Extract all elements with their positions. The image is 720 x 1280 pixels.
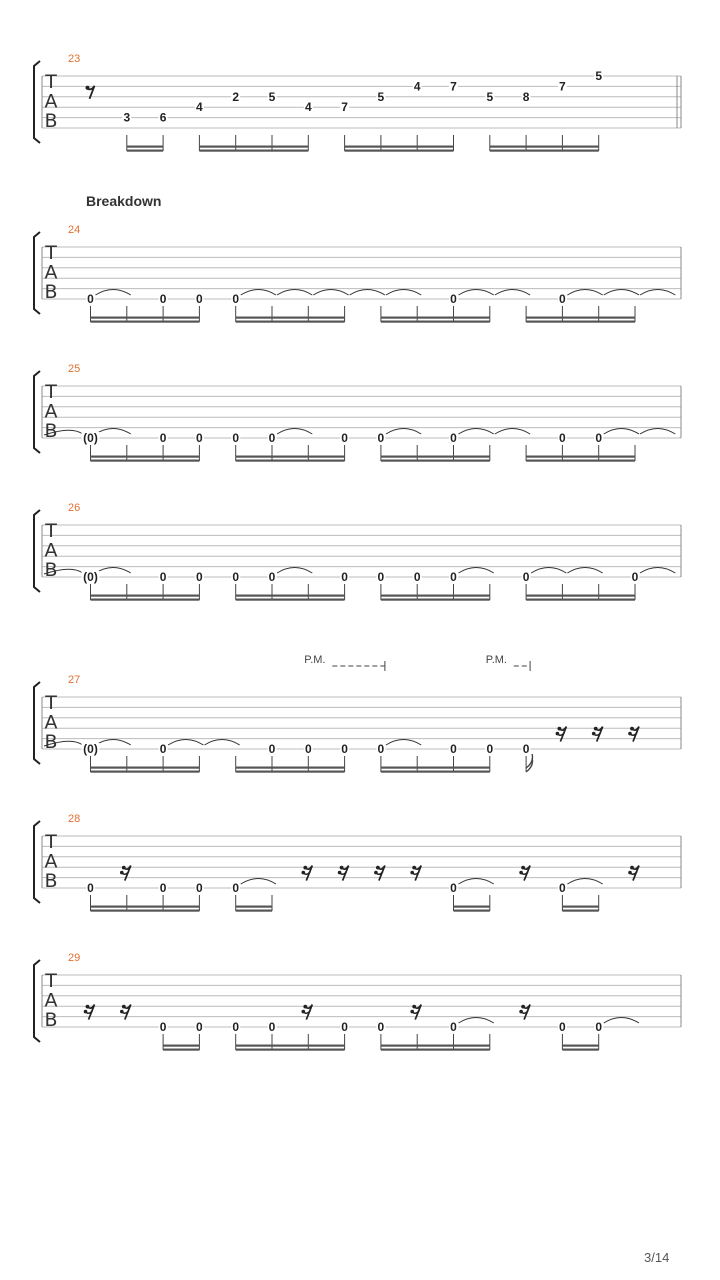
tab-clef-letter: B (44, 731, 58, 753)
sixteenth-rest-dot (630, 727, 634, 731)
tab-clef-letter: B (44, 281, 58, 303)
tab-clef-letter: B (44, 559, 58, 581)
system-brace (34, 61, 40, 143)
sixteenth-rest-dot (410, 1010, 414, 1014)
fret-number: 0 (377, 742, 385, 756)
sixteenth-rest-dot (120, 871, 124, 875)
sixteenth-rest-dot (338, 871, 342, 875)
system-brace (34, 960, 40, 1042)
beam-secondary (236, 460, 345, 462)
sixteenth-rest-dot (122, 1005, 126, 1009)
fret-number: 0 (595, 1020, 603, 1034)
beam-secondary (381, 1049, 490, 1051)
eighth-rest-dot (86, 86, 90, 90)
tab-clef-letter: T (45, 692, 57, 714)
fret-number: 0 (522, 570, 530, 584)
fret-number: 0 (159, 570, 167, 584)
tie-arc (96, 290, 131, 296)
fret-number: 5 (268, 89, 276, 104)
fret-number: 5 (595, 69, 603, 83)
tie-arc (350, 290, 385, 296)
measure-number: 27 (68, 674, 81, 686)
system-brace (34, 510, 40, 592)
fret-number: 4 (413, 79, 421, 94)
beam-primary (345, 146, 454, 148)
fret-number: 0 (377, 431, 385, 445)
beam-primary (562, 906, 598, 908)
measure-number: 23 (68, 53, 81, 65)
sixteenth-rest-dot (86, 1005, 90, 1009)
beam-secondary (236, 771, 345, 773)
palm-mute-label: P.M. (485, 654, 508, 666)
tie-arc (313, 290, 348, 296)
fret-number: 0 (450, 881, 457, 895)
tie-arc (459, 429, 494, 435)
fret-number: 0 (450, 292, 457, 306)
tie-arc (459, 290, 494, 296)
palm-mute-label: P.M. (304, 654, 326, 666)
fret-number: 0 (159, 431, 167, 445)
tie-arc (386, 740, 421, 746)
fret-number: 7 (450, 79, 457, 94)
tie-arc (604, 1018, 639, 1024)
beam-primary (381, 317, 490, 319)
beam-secondary (381, 460, 490, 462)
fret-number: 0 (559, 431, 566, 445)
beam-secondary (490, 150, 599, 152)
beam-primary (91, 595, 200, 597)
tie-arc (459, 568, 494, 574)
sixteenth-rest-dot (410, 871, 414, 875)
fret-number: 0 (450, 1020, 457, 1034)
tab-clef-letter: T (45, 831, 57, 853)
fret-number: 0 (159, 881, 167, 895)
fret-number: 5 (377, 89, 385, 104)
fret-number: 0 (268, 570, 276, 584)
tab-clef-letter: B (44, 870, 58, 892)
beam-secondary (236, 321, 345, 323)
sixteenth-rest-dot (519, 1010, 523, 1014)
tab-clef-letter: T (45, 242, 57, 264)
fret-number: 0 (377, 1020, 385, 1034)
tab-clef-letter: T (45, 71, 57, 93)
measure-number: 28 (68, 813, 81, 825)
beam-primary (91, 317, 200, 319)
tie-arc (96, 429, 131, 435)
tie-arc (531, 568, 566, 574)
fret-number: 0 (268, 742, 276, 756)
tie-arc (241, 879, 276, 885)
fret-number: 0 (268, 1020, 276, 1034)
sixteenth-rest-dot (628, 871, 632, 875)
fret-number: 3 (123, 110, 131, 125)
sixteenth-rest-dot (340, 866, 344, 870)
fret-number: 8 (522, 89, 530, 104)
sixteenth-rest-dot (519, 871, 523, 875)
sixteenth-rest-dot (592, 732, 596, 736)
measure-number: 29 (68, 952, 81, 964)
beam-primary (163, 1045, 199, 1047)
sixteenth-rest-dot (558, 727, 562, 731)
fret-number: 0 (159, 292, 167, 306)
sixteenth-rest-dot (303, 866, 307, 870)
tie-arc (204, 740, 239, 746)
fret-number: (0) (83, 742, 98, 756)
tab-clef-letter: B (44, 110, 58, 132)
tie-arc (168, 740, 203, 746)
tie-arc (604, 290, 639, 296)
fret-number: 0 (232, 1020, 240, 1034)
tie-arc (567, 290, 602, 296)
tie-arc (96, 568, 131, 574)
fret-number: 0 (341, 742, 348, 756)
beam-secondary (91, 771, 200, 773)
fret-number: 0 (196, 292, 203, 306)
fret-number: (0) (83, 431, 98, 445)
fret-number: 7 (341, 100, 348, 115)
fret-number: 0 (522, 742, 530, 756)
sixteenth-rest-dot (556, 732, 560, 736)
beam-secondary (236, 910, 272, 912)
measure-number: 25 (68, 363, 81, 375)
fret-number: 0 (413, 570, 421, 584)
beam-primary (91, 767, 200, 769)
fret-number: 0 (87, 881, 94, 895)
sixteenth-rest-dot (120, 1010, 124, 1014)
fret-number: 4 (196, 100, 203, 115)
beam-primary (562, 1045, 598, 1047)
sixteenth-rest-dot (412, 1005, 416, 1009)
fret-number: 0 (159, 742, 167, 756)
measure-number: 24 (68, 224, 81, 236)
fret-number: 0 (631, 570, 639, 584)
fret-number: 0 (268, 431, 276, 445)
tie-arc (459, 879, 494, 885)
fret-number: 0 (196, 570, 203, 584)
fret-number: 0 (559, 292, 566, 306)
beam-secondary (236, 599, 345, 601)
tie-arc (459, 1018, 494, 1024)
fret-number: 0 (196, 1020, 203, 1034)
beam-secondary (199, 150, 308, 152)
fret-number: 0 (304, 742, 312, 756)
beam-primary (236, 906, 272, 908)
sixteenth-rest-dot (630, 866, 634, 870)
beam-primary (91, 906, 200, 908)
beam-secondary (91, 460, 200, 462)
sixteenth-rest-dot (412, 866, 416, 870)
section-title: Breakdown (86, 193, 162, 209)
beam-secondary (381, 599, 490, 601)
beam-secondary (526, 460, 635, 462)
tie-arc (640, 290, 675, 296)
beam-secondary (236, 1049, 345, 1051)
fret-number: 0 (595, 431, 603, 445)
tab-clef-letter: A (44, 90, 58, 113)
tie-arc (277, 429, 312, 435)
tab-clef-letter: A (44, 711, 58, 734)
tie-arc (640, 429, 675, 435)
tab-clef-letter: A (44, 539, 58, 562)
fret-number: 0 (450, 570, 457, 584)
fret-number: 0 (377, 570, 385, 584)
sixteenth-rest-dot (374, 871, 378, 875)
fret-number: 2 (232, 89, 240, 104)
tie-arc (567, 879, 602, 885)
beam-secondary (526, 321, 635, 323)
tab-clef-letter: T (45, 520, 57, 542)
sixteenth-rest-dot (376, 866, 380, 870)
beam-secondary (562, 1049, 598, 1051)
beam-secondary (163, 1049, 199, 1051)
sixteenth-rest-dot (302, 871, 306, 875)
beam-secondary (381, 321, 490, 323)
fret-number: 7 (559, 79, 566, 94)
fret-number: 0 (196, 431, 203, 445)
beam-secondary (91, 321, 200, 323)
fret-number: 5 (486, 89, 494, 104)
beam-secondary (91, 910, 200, 912)
sixteenth-rest-dot (302, 1010, 306, 1014)
tab-clef-letter: B (44, 420, 58, 442)
measure-number: 26 (68, 502, 81, 514)
beam-primary (236, 767, 345, 769)
tab-clef-letter: A (44, 261, 58, 284)
beam-primary (526, 456, 635, 458)
tie-arc (241, 290, 276, 296)
beam-primary (236, 456, 345, 458)
tie-arc (277, 568, 312, 574)
fret-number: 0 (450, 431, 457, 445)
system-brace (34, 232, 40, 314)
tie-arc (277, 290, 312, 296)
tab-clef-letter: T (45, 381, 57, 403)
fret-number: 6 (159, 110, 167, 125)
beam-primary (199, 146, 308, 148)
fret-number: 0 (450, 742, 457, 756)
tie-arc (495, 290, 530, 296)
tab-clef-letter: A (44, 989, 58, 1012)
tie-arc (604, 429, 639, 435)
beam-primary (236, 317, 345, 319)
beam-primary (490, 146, 599, 148)
sixteenth-rest-dot (628, 732, 632, 736)
fret-number: 0 (341, 1020, 348, 1034)
sixteenth-rest-dot (122, 866, 126, 870)
beam-secondary (454, 910, 490, 912)
fret-number: 0 (232, 570, 240, 584)
system-brace (34, 821, 40, 903)
beam-primary (91, 456, 200, 458)
sixteenth-rest-dot (521, 1005, 525, 1009)
sixteenth-rest-dot (303, 1005, 307, 1009)
fret-number: 0 (159, 1020, 167, 1034)
fret-number: 0 (232, 292, 240, 306)
fret-number: 0 (486, 742, 494, 756)
fret-number: 0 (341, 570, 348, 584)
tab-clef-letter: A (44, 850, 58, 873)
tie-arc (640, 568, 675, 574)
tie-arc (567, 568, 602, 574)
beam-primary (381, 456, 490, 458)
beam-primary (236, 595, 345, 597)
beam-primary (127, 146, 163, 148)
beam-primary (526, 595, 635, 597)
sixteenth-rest-dot (594, 727, 598, 731)
beam-primary (381, 1045, 490, 1047)
system-brace (34, 371, 40, 453)
tie-arc (386, 290, 421, 296)
tie-arc (96, 740, 131, 746)
tie-arc (386, 429, 421, 435)
beam-secondary (381, 771, 490, 773)
sixteenth-rest-dot (84, 1010, 88, 1014)
fret-number: 4 (304, 100, 312, 115)
beam-secondary (345, 150, 454, 152)
tie-arc (495, 429, 530, 435)
beam-secondary (562, 910, 598, 912)
fret-number: (0) (83, 570, 98, 584)
tab-clef-letter: A (44, 400, 58, 423)
beam-secondary (526, 599, 635, 601)
tab-clef-letter: B (44, 1009, 58, 1031)
beam-primary (236, 1045, 345, 1047)
fret-number: 0 (87, 292, 94, 306)
page-number: 3/14 (644, 1250, 670, 1265)
fret-number: 0 (559, 881, 566, 895)
fret-number: 0 (232, 431, 240, 445)
fret-number: 0 (232, 881, 240, 895)
beam-secondary (91, 599, 200, 601)
system-brace (34, 682, 40, 764)
sixteenth-rest-dot (521, 866, 525, 870)
beam-primary (381, 767, 490, 769)
beam-secondary (127, 150, 163, 152)
beam-primary (526, 317, 635, 319)
beam-primary (454, 906, 490, 908)
tab-clef-letter: T (45, 970, 57, 992)
beam-primary (381, 595, 490, 597)
fret-number: 0 (559, 1020, 566, 1034)
fret-number: 0 (196, 881, 203, 895)
fret-number: 0 (341, 431, 348, 445)
